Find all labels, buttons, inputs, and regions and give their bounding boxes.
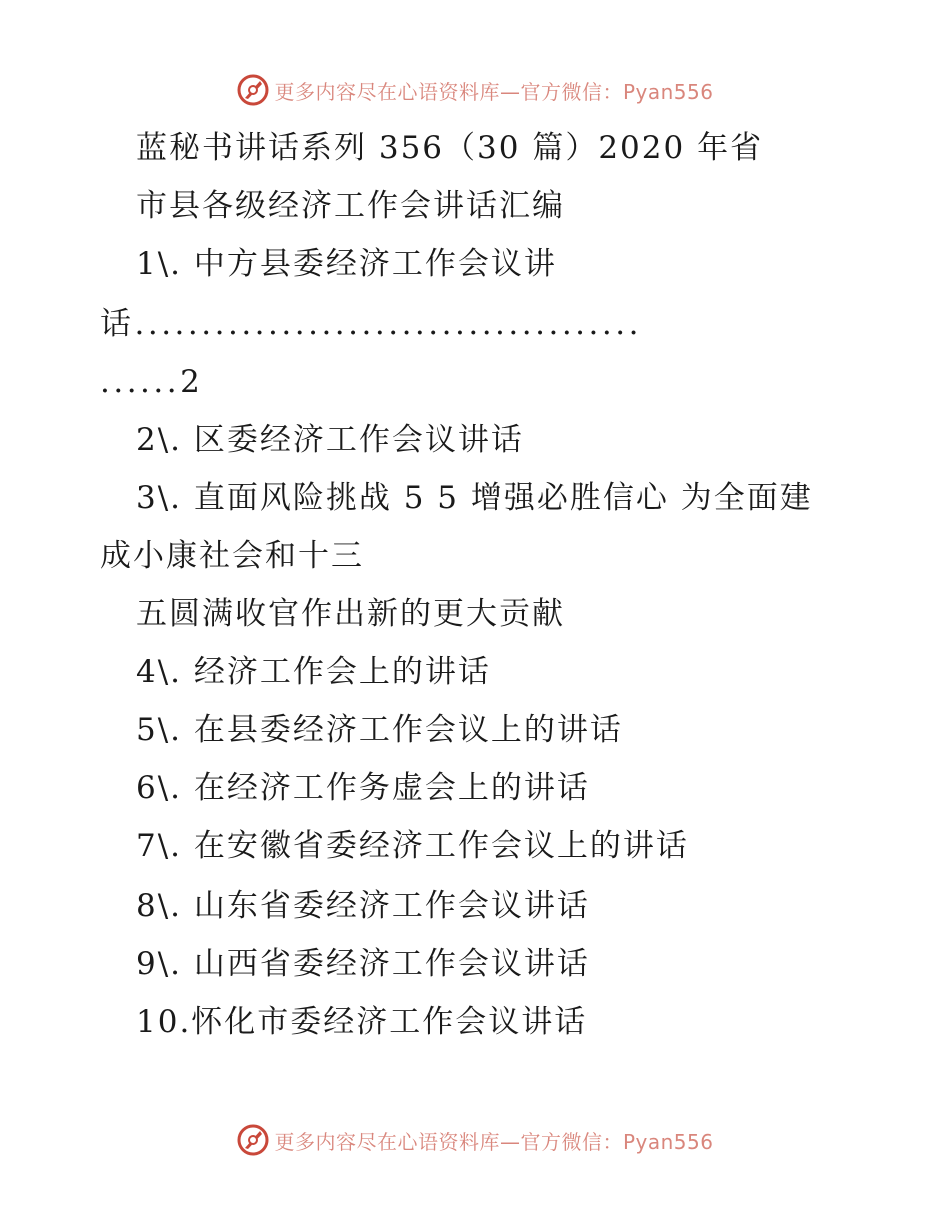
toc-item-continuation: 成小康社会和十三: [100, 538, 364, 574]
toc-item-page-number: ......2: [100, 364, 204, 400]
watermark-banner-top: [0, 70, 950, 110]
toc-item: 8\. 山东省委经济工作会议讲话: [136, 888, 590, 924]
watermark-banner-bottom: [0, 1120, 950, 1160]
toc-item: 9\. 山西省委经济工作会议讲话: [136, 946, 590, 982]
watermark-text: 更多内容尽在心语资料库—官方微信：Pyan556: [274, 1129, 714, 1154]
toc-item-continuation: 五圆满收官作出新的更大贡献: [136, 596, 565, 632]
toc-item: 10.怀化市委经济工作会议讲话: [136, 1004, 588, 1040]
document-title-line-2: 市县各级经济工作会讲话汇编: [136, 188, 565, 224]
toc-item: 3\. 直面风险挑战 5 5 增强必胜信心 为全面建: [136, 480, 813, 516]
toc-item: 6\. 在经济工作务虚会上的讲话: [136, 770, 590, 806]
toc-item: 2\. 区委经济工作会议讲话: [136, 422, 524, 458]
toc-item: 5\. 在县委经济工作会议上的讲话: [136, 712, 623, 748]
toc-item: 7\. 在安徽省委经济工作会议上的讲话: [136, 828, 689, 864]
toc-item: 1\. 中方县委经济工作会议讲: [136, 246, 557, 282]
toc-item: 4\. 经济工作会上的讲话: [136, 654, 491, 690]
toc-item-continuation: 话......................................: [100, 306, 642, 342]
document-title-line-1: 蓝秘书讲话系列 356（30 篇）2020 年省: [136, 130, 764, 166]
quill-circle-icon: [236, 1123, 270, 1157]
watermark-text: 更多内容尽在心语资料库—官方微信：Pyan556: [274, 79, 714, 104]
quill-circle-icon: [236, 73, 270, 107]
